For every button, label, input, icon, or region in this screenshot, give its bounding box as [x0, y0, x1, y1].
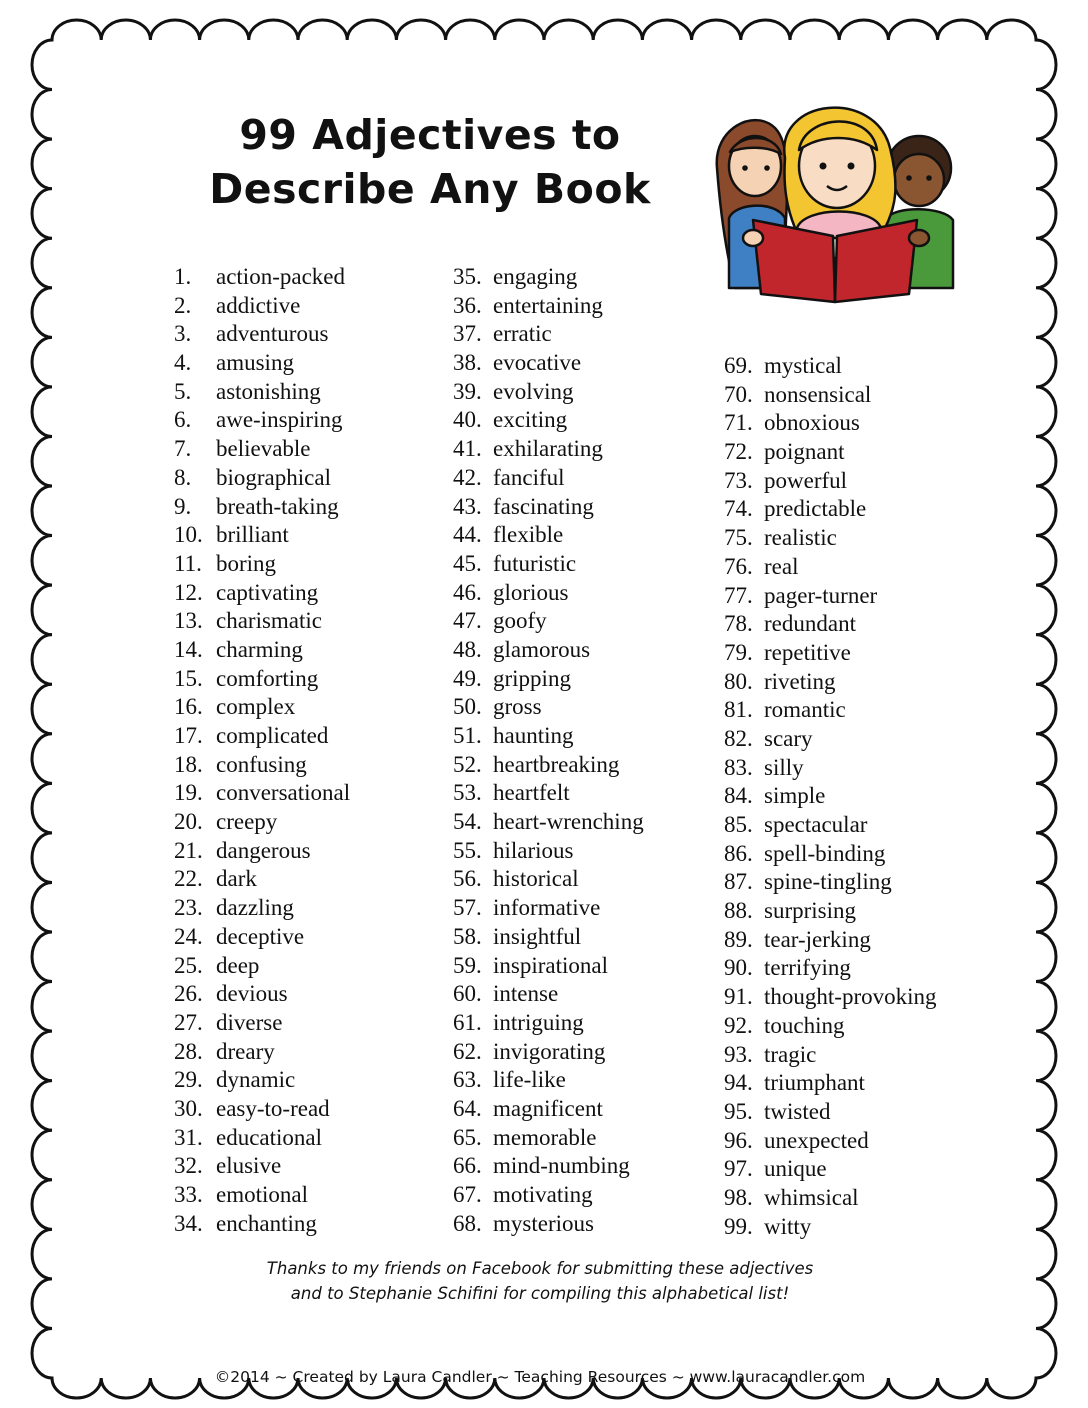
- item-adjective: evolving: [493, 378, 574, 404]
- item-adjective: heartfelt: [493, 780, 570, 806]
- item-adjective: easy-to-read: [216, 1095, 330, 1121]
- item-number: 7.: [174, 436, 192, 462]
- title-line-2: Describe Any Book: [209, 165, 651, 213]
- item-adjective: fanciful: [493, 464, 565, 490]
- item-adjective: touching: [764, 1012, 845, 1038]
- title-line-1: 99 Adjectives to: [239, 111, 621, 159]
- item-adjective: entertaining: [493, 292, 603, 318]
- item-adjective: boring: [216, 550, 277, 576]
- item-number: 16.: [174, 694, 203, 720]
- page-title: [170, 108, 690, 216]
- item-adjective: amusing: [216, 350, 294, 376]
- item-number: 84.: [724, 783, 753, 809]
- credits-line-2: and to Stephanie Schifini for compiling this alphabetical list!: [290, 1284, 790, 1303]
- item-number: 31.: [174, 1124, 203, 1150]
- item-adjective: nonsensical: [764, 381, 872, 407]
- item-adjective: deceptive: [216, 923, 305, 949]
- item-number: 51.: [453, 723, 482, 748]
- item-adjective: spell-binding: [764, 840, 886, 866]
- item-adjective: haunting: [493, 723, 574, 748]
- item-number: 22.: [174, 866, 203, 892]
- item-number: 43.: [453, 493, 482, 519]
- item-number: 47.: [453, 608, 482, 634]
- item-adjective: goofy: [493, 608, 547, 634]
- item-number: 24.: [174, 923, 203, 949]
- item-adjective: devious: [216, 981, 288, 1007]
- item-adjective: evocative: [493, 350, 582, 376]
- item-number: 74.: [724, 496, 753, 522]
- item-adjective: mystical: [764, 353, 842, 378]
- item-number: 99.: [724, 1213, 753, 1239]
- item-adjective: inspirational: [493, 952, 608, 978]
- item-number: 62.: [453, 1038, 482, 1064]
- credits-line-1: Thanks to my friends on Facebook for submitting these adjectives: [266, 1259, 814, 1278]
- item-adjective: whimsical: [764, 1184, 859, 1210]
- item-number: 56.: [453, 866, 482, 892]
- item-number: 11.: [174, 550, 202, 576]
- item-adjective: elusive: [216, 1153, 282, 1179]
- item-adjective: erratic: [493, 321, 552, 347]
- item-adjective: breath-taking: [216, 493, 339, 519]
- item-number: 10.: [174, 522, 203, 548]
- item-adjective: spectacular: [764, 812, 868, 837]
- item-adjective: memorable: [493, 1124, 597, 1150]
- item-adjective: adventurous: [216, 321, 329, 347]
- item-adjective: silly: [764, 754, 804, 780]
- item-number: 28.: [174, 1038, 203, 1064]
- item-number: 85.: [724, 812, 753, 837]
- item-number: 60.: [453, 981, 482, 1007]
- item-adjective: powerful: [764, 467, 848, 493]
- item-adjective: witty: [764, 1213, 812, 1239]
- item-number: 35.: [453, 264, 482, 289]
- item-number: 71.: [724, 410, 753, 436]
- item-adjective: intriguing: [493, 1009, 584, 1035]
- item-adjective: dark: [216, 866, 257, 892]
- item-number: 4.: [174, 350, 192, 376]
- item-adjective: thought-provoking: [764, 984, 937, 1010]
- item-adjective: believable: [216, 436, 311, 462]
- item-adjective: confusing: [216, 751, 307, 777]
- item-number: 14.: [174, 636, 203, 662]
- item-number: 19.: [174, 780, 203, 806]
- item-adjective: mysterious: [493, 1210, 594, 1236]
- item-adjective: heartbreaking: [493, 751, 620, 777]
- item-number: 23.: [174, 895, 203, 921]
- item-adjective: gross: [493, 694, 542, 720]
- item-adjective: mind-numbing: [493, 1153, 630, 1179]
- item-number: 63.: [453, 1067, 482, 1093]
- item-adjective: predictable: [764, 496, 867, 522]
- item-number: 44.: [453, 522, 482, 548]
- item-number: 36.: [453, 292, 482, 318]
- item-adjective: simple: [764, 783, 826, 809]
- item-number: 3.: [174, 321, 192, 347]
- item-adjective: awe-inspiring: [216, 407, 343, 433]
- item-adjective: terrifying: [764, 955, 851, 981]
- item-number: 40.: [453, 407, 482, 433]
- item-number: 38.: [453, 350, 482, 376]
- item-number: 96.: [724, 1127, 753, 1153]
- item-number: 8.: [174, 464, 192, 490]
- item-number: 69.: [724, 353, 753, 378]
- item-number: 33.: [174, 1182, 203, 1207]
- item-adjective: gripping: [493, 665, 571, 691]
- item-number: 97.: [724, 1156, 753, 1182]
- item-number: 41.: [453, 436, 482, 462]
- item-adjective: romantic: [764, 697, 846, 723]
- item-number: 79.: [724, 639, 753, 665]
- children-reading-book-illustration: [705, 88, 965, 306]
- item-adjective: complex: [216, 694, 296, 720]
- item-number: 67.: [453, 1182, 482, 1207]
- item-adjective: redundant: [764, 611, 856, 637]
- item-number: 70.: [724, 381, 753, 407]
- item-adjective: dreary: [216, 1038, 275, 1064]
- item-number: 58.: [453, 923, 482, 949]
- item-adjective: surprising: [764, 898, 856, 924]
- item-number: 86.: [724, 840, 753, 866]
- item-adjective: exciting: [493, 407, 568, 433]
- item-number: 78.: [724, 611, 753, 637]
- item-adjective: dynamic: [216, 1067, 296, 1093]
- item-number: 45.: [453, 550, 482, 576]
- item-number: 26.: [174, 981, 203, 1007]
- item-adjective: heart-wrenching: [493, 809, 644, 835]
- item-adjective: motivating: [493, 1182, 593, 1207]
- item-number: 82.: [724, 725, 753, 751]
- item-number: 48.: [453, 636, 482, 662]
- item-number: 90.: [724, 955, 753, 981]
- item-number: 30.: [174, 1095, 203, 1121]
- item-number: 50.: [453, 694, 482, 720]
- item-number: 88.: [724, 898, 753, 924]
- item-number: 25.: [174, 952, 203, 978]
- item-number: 87.: [724, 869, 753, 895]
- item-number: 55.: [453, 837, 482, 863]
- item-adjective: dazzling: [216, 895, 294, 921]
- item-number: 6.: [174, 407, 192, 433]
- item-adjective: unexpected: [764, 1127, 869, 1153]
- item-number: 83.: [724, 754, 753, 780]
- item-number: 76.: [724, 553, 753, 579]
- item-number: 1.: [174, 264, 192, 289]
- item-adjective: hilarious: [493, 837, 574, 863]
- item-number: 89.: [724, 926, 753, 952]
- item-adjective: educational: [216, 1124, 323, 1150]
- item-number: 15.: [174, 665, 203, 691]
- item-number: 42.: [453, 464, 482, 490]
- item-adjective: glorious: [493, 579, 569, 605]
- item-adjective: poignant: [764, 439, 845, 465]
- item-number: 49.: [453, 665, 482, 691]
- item-adjective: repetitive: [764, 639, 851, 665]
- item-adjective: emotional: [216, 1182, 308, 1207]
- item-number: 64.: [453, 1095, 482, 1121]
- item-number: 92.: [724, 1012, 753, 1038]
- item-number: 53.: [453, 780, 482, 806]
- item-number: 94.: [724, 1070, 753, 1096]
- item-number: 12.: [174, 579, 203, 605]
- item-adjective: creepy: [216, 809, 278, 835]
- item-number: 32.: [174, 1153, 203, 1179]
- item-adjective: unique: [764, 1156, 827, 1182]
- item-adjective: obnoxious: [764, 410, 860, 436]
- item-number: 81.: [724, 697, 753, 723]
- item-number: 2.: [174, 292, 192, 318]
- item-adjective: deep: [216, 952, 260, 978]
- item-adjective: conversational: [216, 780, 351, 806]
- item-adjective: comforting: [216, 665, 319, 691]
- item-adjective: futuristic: [493, 550, 577, 576]
- item-number: 66.: [453, 1153, 482, 1179]
- item-adjective: scary: [764, 725, 813, 751]
- item-number: 59.: [453, 952, 482, 978]
- item-adjective: captivating: [216, 579, 319, 605]
- item-number: 46.: [453, 579, 482, 605]
- item-number: 39.: [453, 378, 482, 404]
- item-number: 98.: [724, 1184, 753, 1210]
- item-adjective: tear-jerking: [764, 926, 871, 952]
- item-adjective: dangerous: [216, 837, 311, 863]
- item-number: 61.: [453, 1009, 482, 1035]
- item-number: 68.: [453, 1210, 482, 1236]
- item-number: 13.: [174, 608, 203, 634]
- item-adjective: complicated: [216, 723, 329, 748]
- item-adjective: fascinating: [493, 493, 594, 519]
- item-adjective: astonishing: [216, 378, 321, 404]
- item-number: 9.: [174, 493, 192, 519]
- item-adjective: historical: [493, 866, 579, 892]
- item-number: 27.: [174, 1009, 203, 1035]
- item-adjective: realistic: [764, 525, 837, 551]
- item-number: 91.: [724, 984, 753, 1010]
- item-adjective: engaging: [493, 264, 578, 289]
- item-adjective: life-like: [493, 1067, 566, 1093]
- item-number: 52.: [453, 751, 482, 777]
- item-number: 21.: [174, 837, 203, 863]
- item-adjective: informative: [493, 895, 601, 921]
- item-adjective: real: [764, 553, 799, 579]
- item-adjective: magnificent: [493, 1095, 603, 1121]
- item-adjective: exhilarating: [493, 436, 603, 462]
- item-number: 77.: [724, 582, 753, 608]
- item-adjective: brilliant: [216, 522, 289, 548]
- item-number: 93.: [724, 1041, 753, 1067]
- item-adjective: spine-tingling: [764, 869, 892, 895]
- item-adjective: twisted: [764, 1098, 831, 1124]
- item-adjective: riveting: [764, 668, 836, 694]
- item-number: 17.: [174, 723, 203, 748]
- item-number: 5.: [174, 378, 192, 404]
- item-adjective: tragic: [764, 1041, 817, 1067]
- item-number: 18.: [174, 751, 203, 777]
- item-adjective: enchanting: [216, 1210, 317, 1236]
- item-number: 37.: [453, 321, 482, 347]
- item-adjective: insightful: [493, 923, 582, 949]
- item-number: 72.: [724, 439, 753, 465]
- item-number: 73.: [724, 467, 753, 493]
- item-adjective: biographical: [216, 464, 331, 490]
- item-number: 95.: [724, 1098, 753, 1124]
- item-adjective: triumphant: [764, 1070, 865, 1096]
- item-adjective: diverse: [216, 1009, 283, 1035]
- item-number: 54.: [453, 809, 482, 835]
- credits-note: [180, 1256, 900, 1306]
- item-number: 34.: [174, 1210, 203, 1236]
- item-adjective: invigorating: [493, 1038, 606, 1064]
- item-adjective: pager-turner: [764, 582, 878, 608]
- item-adjective: addictive: [216, 292, 301, 318]
- item-number: 29.: [174, 1067, 203, 1093]
- item-number: 80.: [724, 668, 753, 694]
- item-adjective: charming: [216, 636, 303, 662]
- item-adjective: flexible: [493, 522, 564, 548]
- item-adjective: glamorous: [493, 636, 591, 662]
- item-adjective: intense: [493, 981, 559, 1007]
- footer-copyright: ©2014 ~ Created by Laura Candler ~ Teaching Resources ~ www.lauracandler.com: [214, 1368, 866, 1386]
- item-adjective: action-packed: [216, 264, 345, 289]
- item-number: 75.: [724, 525, 753, 551]
- item-number: 57.: [453, 895, 482, 921]
- item-adjective: charismatic: [216, 608, 323, 634]
- item-number: 20.: [174, 809, 203, 835]
- item-number: 65.: [453, 1124, 482, 1150]
